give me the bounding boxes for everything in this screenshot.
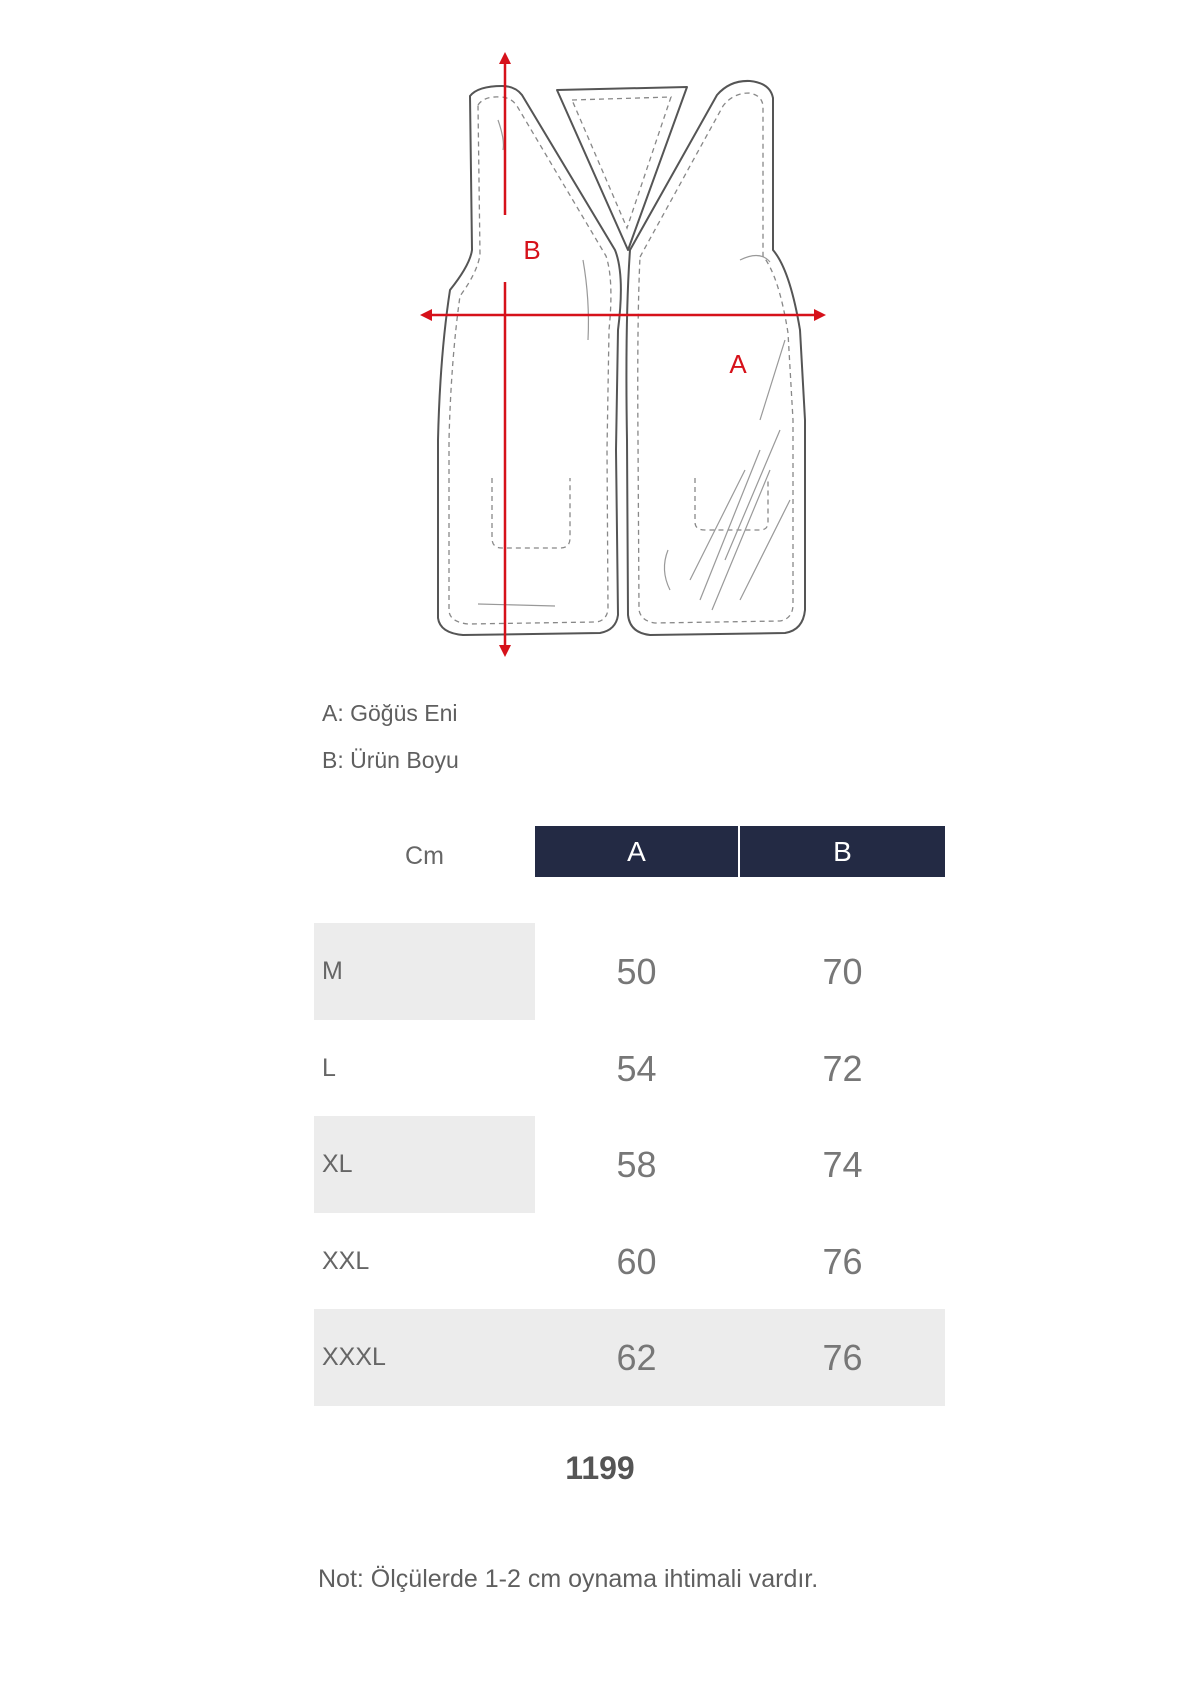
size-label: M [322, 957, 343, 985]
column-header-a: A [535, 826, 738, 877]
table-row [314, 923, 945, 1020]
size-label: XXL [322, 1247, 370, 1275]
size-table [314, 826, 945, 1426]
label-b: B [523, 235, 541, 265]
value-b: 76 [822, 1240, 863, 1282]
measurement-note: Not: Ölçülerde 1-2 cm oynama ihtimali vardır. [318, 1565, 819, 1593]
size-label: L [322, 1054, 336, 1082]
value-b: 74 [822, 1143, 863, 1185]
value-a: 62 [616, 1336, 657, 1378]
size-label: XXXL [322, 1343, 386, 1371]
legend-product-length: B: Ürün Boyu [322, 747, 459, 773]
value-b: 72 [822, 1047, 863, 1089]
value-b: 70 [822, 950, 863, 992]
table-row [314, 1116, 945, 1213]
value-b: 76 [822, 1336, 863, 1378]
column-header-b: B [740, 826, 945, 877]
size-label: XL [322, 1150, 353, 1178]
value-a: 54 [616, 1047, 657, 1089]
table-row [314, 1213, 945, 1310]
value-a: 58 [616, 1143, 657, 1185]
value-a: 50 [616, 950, 657, 992]
table-row [314, 1309, 945, 1406]
label-a: A [729, 349, 747, 379]
value-a: 60 [616, 1240, 657, 1282]
table-row [314, 1020, 945, 1117]
legend-chest-width: A: Göğüs Eni [322, 700, 458, 726]
vest-outline [438, 81, 805, 635]
product-code: 1199 [565, 1450, 635, 1486]
vest-diagram [400, 40, 840, 680]
unit-label: Cm [405, 842, 444, 870]
